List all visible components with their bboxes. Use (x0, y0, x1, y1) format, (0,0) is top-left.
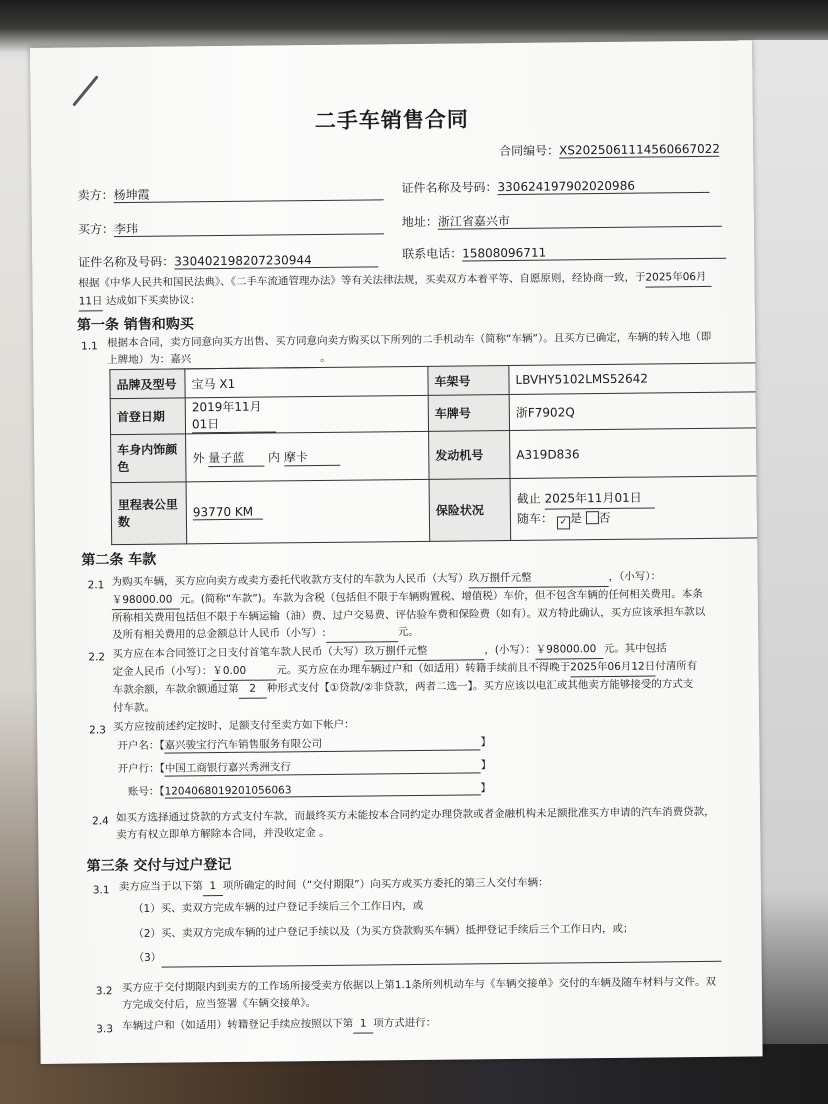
clause-2-2-line-1: 买方应在本合同签订之日支付首笔车款人民币（大写） (112, 645, 365, 661)
buyer-id-value: 330402198207230944 (174, 252, 378, 269)
plate-value: 浙F7902Q (509, 392, 756, 431)
buyer-value: 李玮 (114, 219, 384, 237)
table-row (111, 476, 758, 545)
seller-id-label: 证件名称及号码： (401, 180, 498, 196)
account-bank-close: 】 (480, 759, 492, 772)
clause-2-4-line-2: 卖方有权立即单方解除本合同，并没收定金 。 (116, 826, 330, 842)
preamble-text: 根据《中华人民共和国民法典》、《二手车流通管理办法》等有关法律法规，买卖双方本着平等、自愿原则，经协商一致，于 (78, 271, 646, 290)
clause-2-2 (112, 639, 759, 717)
clause-3-1-item-3 (133, 944, 721, 968)
contract-no-value: XS2025061114560667022 (559, 141, 721, 158)
brand-value: 宝马 X1 (185, 366, 428, 398)
clause-3-3 (122, 1011, 762, 1036)
clause-2-3-text: 买方应按前述约定按时、足额支付至卖方如下帐户： (113, 718, 355, 734)
account-number-label: 账号：【 (127, 785, 165, 799)
with-car-label: 随车： (516, 511, 554, 526)
total-amount-blank (326, 624, 398, 643)
section-1-title: 第一条 销售和购买 (76, 316, 194, 334)
buyer-phone-row (402, 244, 726, 262)
preamble (78, 269, 728, 312)
plate-label: 车牌号 (428, 395, 509, 432)
contract-no-row (499, 142, 719, 159)
clause-2-1-line-2: 元。(简称“车款”)。车款为含税（包括但不限于车辆购置税、增值税）车价，但不包含车辆的任何相关费用。本条 (179, 587, 703, 606)
clause-2-4 (116, 803, 762, 844)
clause-3-1-item-3-label: （3） (133, 951, 162, 964)
delivery-option: 1 (203, 878, 223, 896)
clause-1-1-end: 。 (320, 351, 331, 364)
reg-date-label: 首登日期 (110, 398, 185, 435)
account-number-close: 】 (480, 782, 492, 795)
deposit-amount: ￥0.00 (212, 662, 276, 681)
color-label-line-2: 色 (117, 459, 130, 474)
clause-3-2-line-2: 方完成交付后，应当签署《车辆交接单》。 (121, 997, 317, 1012)
clause-1-1-text: 根据本合同，卖方同意向买方出售、买方同意向卖方购买以下所列的二手机动车（简称“车辆”）。且买方已确定，车辆的转入地（即 (107, 330, 712, 350)
vin-value: LBVHY5102LMS52642 (509, 363, 756, 395)
insurance-until-date: 2025年11月01日 (544, 488, 654, 509)
clause-3-2 (122, 973, 762, 1014)
clause-1-1-number: 1.1 (81, 340, 98, 353)
interior-color: 摩卡 (284, 447, 340, 466)
clause-3-2-number: 3.2 (95, 985, 113, 998)
clause-3-1-text-a: 卖方应当于以下第 (118, 880, 203, 894)
color-cell (186, 431, 429, 482)
contract-page (30, 40, 763, 1064)
table-row (111, 428, 757, 483)
payment-option: 2 (239, 681, 267, 699)
clause-2-2-line-2b: 元。买方应在办理车辆过户和（如适用）转籍手续前且不得晚于 (276, 661, 571, 677)
clause-3-3-text-b: 项方式进行： (373, 1016, 437, 1030)
clause-2-2-line-1-end: 元。其中包括 (603, 642, 667, 656)
brand-label: 品牌及型号 (110, 369, 185, 399)
clause-2-1-line-1: 为购买车辆，买方应向卖方或卖方委托代收款方支付的车款为人民币（大写） (111, 572, 469, 589)
clause-3-1-item-3-blank (161, 944, 721, 968)
engine-value: A319D836 (510, 428, 757, 479)
seller-label: 卖方： (77, 188, 114, 203)
clause-3-2-line-1: 买方应于交付期限内到卖方的工作场所接受卖方依据以上第1.1条所列机动车与《车辆交接单》交付的车辆及随车材料与文件。双 (121, 975, 717, 995)
clause-2-2-line-2c: 付清所有 (655, 660, 698, 673)
staple (72, 75, 98, 106)
clause-3-1-text-b: 项所确定的时间（“交付期限”）向买方或买方委托的第三人交付车辆： (222, 876, 549, 893)
buyer-id-row (78, 252, 378, 270)
clause-2-1-lower-label: ，（小写）： (608, 570, 662, 583)
reg-date-cell (185, 395, 428, 434)
color-label (111, 434, 186, 483)
price-lower: ￥98000.00 (112, 591, 180, 610)
account-bank-label: 开户行：【 (117, 762, 165, 776)
odometer-label-line-1: 里程表公里 (117, 496, 178, 512)
clause-3-3-number: 3.3 (96, 1023, 114, 1036)
exterior-color: 量子蓝 (208, 448, 264, 467)
no-label: 否 (598, 510, 611, 525)
seller-row (77, 185, 383, 203)
buyer-row (78, 219, 384, 237)
clause-2-2-lower-label: ，(小写）： (484, 643, 536, 657)
price-upper: 玖万捌仟元整 (468, 569, 608, 588)
clause-2-4-number: 2.4 (92, 815, 109, 828)
odometer-label-line-2: 数 (117, 514, 131, 529)
clause-3-3-text-a: 车辆过户和（如适用）转籍登记手续应按照以下第 (122, 1017, 354, 1033)
buyer-phone-label: 联系电话： (402, 246, 463, 262)
account-name-close: 】 (480, 736, 492, 749)
preamble-end: 达成如下买卖协议： (105, 294, 201, 308)
registration-place: 嘉兴 (170, 350, 320, 370)
buyer-addr-label: 地址： (401, 214, 438, 230)
clause-2-2-line-3: 车款余额，车款余额通过第 (112, 682, 239, 697)
insurance-cell (510, 476, 758, 541)
buyer-id-label: 证件名称及号码： (78, 254, 175, 270)
transfer-option: 1 (353, 1015, 373, 1033)
clause-2-2-line-4: 付车款。 (112, 701, 155, 715)
yes-label: 是 (569, 510, 582, 525)
insurance-label: 保险状况 (429, 478, 511, 541)
buyer-phone-value: 15808096711 (462, 244, 726, 262)
color-label-line-1: 车身内饰颜 (117, 441, 178, 457)
account-number-row (128, 780, 491, 799)
clause-2-1-line-4-end: 元。 (397, 625, 419, 639)
account-name-label: 开户名：【 (117, 739, 165, 753)
section-3-title: 第三条 交付与过户登记 (86, 856, 232, 875)
clause-2-4-line-1: 如买方选择通过贷款的方式支付车款，而最终买方未能按本合同约定办理贷款或者金融机构未足额批准买方申请的汽车消费贷款， (116, 805, 715, 825)
clause-2-2-number: 2.2 (88, 651, 106, 664)
exterior-prefix: 外 (192, 450, 205, 465)
yes-checkbox[interactable]: ✓ (557, 516, 570, 529)
buyer-addr-row (402, 212, 722, 230)
clause-3-1 (119, 872, 759, 897)
account-number-value: 1204068019201056063 (164, 782, 480, 798)
clause-3-1-item-2: （2）买、卖双方完成车辆的过户登记手续以及（为买方贷款购买车辆）抵押登记手续后三个工作日内，或； (133, 922, 634, 940)
contract-no-label: 合同编号： (499, 143, 560, 159)
clause-1-1-text-b: 上牌地）为： (107, 353, 171, 367)
preamble-date: 2025年06月 (645, 269, 711, 288)
buyer-label: 买方： (77, 222, 114, 237)
insurance-until-label: 截止 (516, 491, 541, 506)
section-2-title: 第二条 车款 (81, 551, 157, 569)
account-name-row (117, 734, 491, 754)
preamble-day: 11日 (79, 293, 103, 311)
reg-date-value: 2019年11月01日 (192, 397, 276, 433)
engine-label: 发动机号 (429, 430, 510, 479)
seller-id-row (401, 178, 709, 196)
seller-value: 杨坤霞 (113, 185, 383, 203)
odometer-label (111, 482, 187, 545)
vin-label: 车架号 (428, 366, 509, 396)
account-bank-value: 中国工商银行嘉兴秀洲支行 (165, 757, 481, 776)
odometer-cell (186, 479, 430, 544)
clause-2-1-line-3: 所称相关费用包括但不限于车辆运输（油）费、过户交易费、评估验车费和保险费（如有）。双方特此确认，买方应该承担车款以 (111, 605, 706, 625)
vehicle-info-table (109, 362, 758, 545)
first-payment-upper: 玖万捌仟元整 (364, 642, 484, 661)
clause-2-2-line-3b: 种形式支付【①贷款/②非贷款，两者二选一】。买方应该以电汇或其他卖方能够接受的方式支 (266, 678, 694, 695)
first-payment-lower: ￥98000.00 (536, 641, 604, 660)
contract-title: 二手车销售合同 (314, 107, 469, 134)
interior-prefix: 内 (267, 449, 281, 465)
clause-2-1-number: 2.1 (87, 579, 105, 592)
clause-3-1-number: 3.1 (92, 884, 110, 897)
odometer-value: 93770 KM (193, 505, 263, 521)
account-name-value: 嘉兴骏宝行汽车销售服务有限公司 (164, 734, 480, 753)
no-checkbox[interactable] (586, 511, 599, 524)
account-bank-row (117, 757, 491, 777)
payment-deadline: 2025年06月12日 (570, 658, 655, 677)
clause-2-3-number: 2.3 (89, 724, 106, 737)
clause-2-2-line-2: 定金人民币（小写）： (112, 665, 213, 679)
seller-id-value: 330624197902020986 (497, 178, 709, 195)
clause-2-1 (112, 567, 759, 645)
clause-2-1-line-4: 及所有相关费用的总金额总计人民币（小写）: (112, 626, 326, 642)
clause-3-1-item-1: （1）买、卖双方完成车辆的过户登记手续后三个工作日内，或 (132, 899, 424, 915)
buyer-addr-value: 浙江省嘉兴市 (438, 212, 722, 230)
